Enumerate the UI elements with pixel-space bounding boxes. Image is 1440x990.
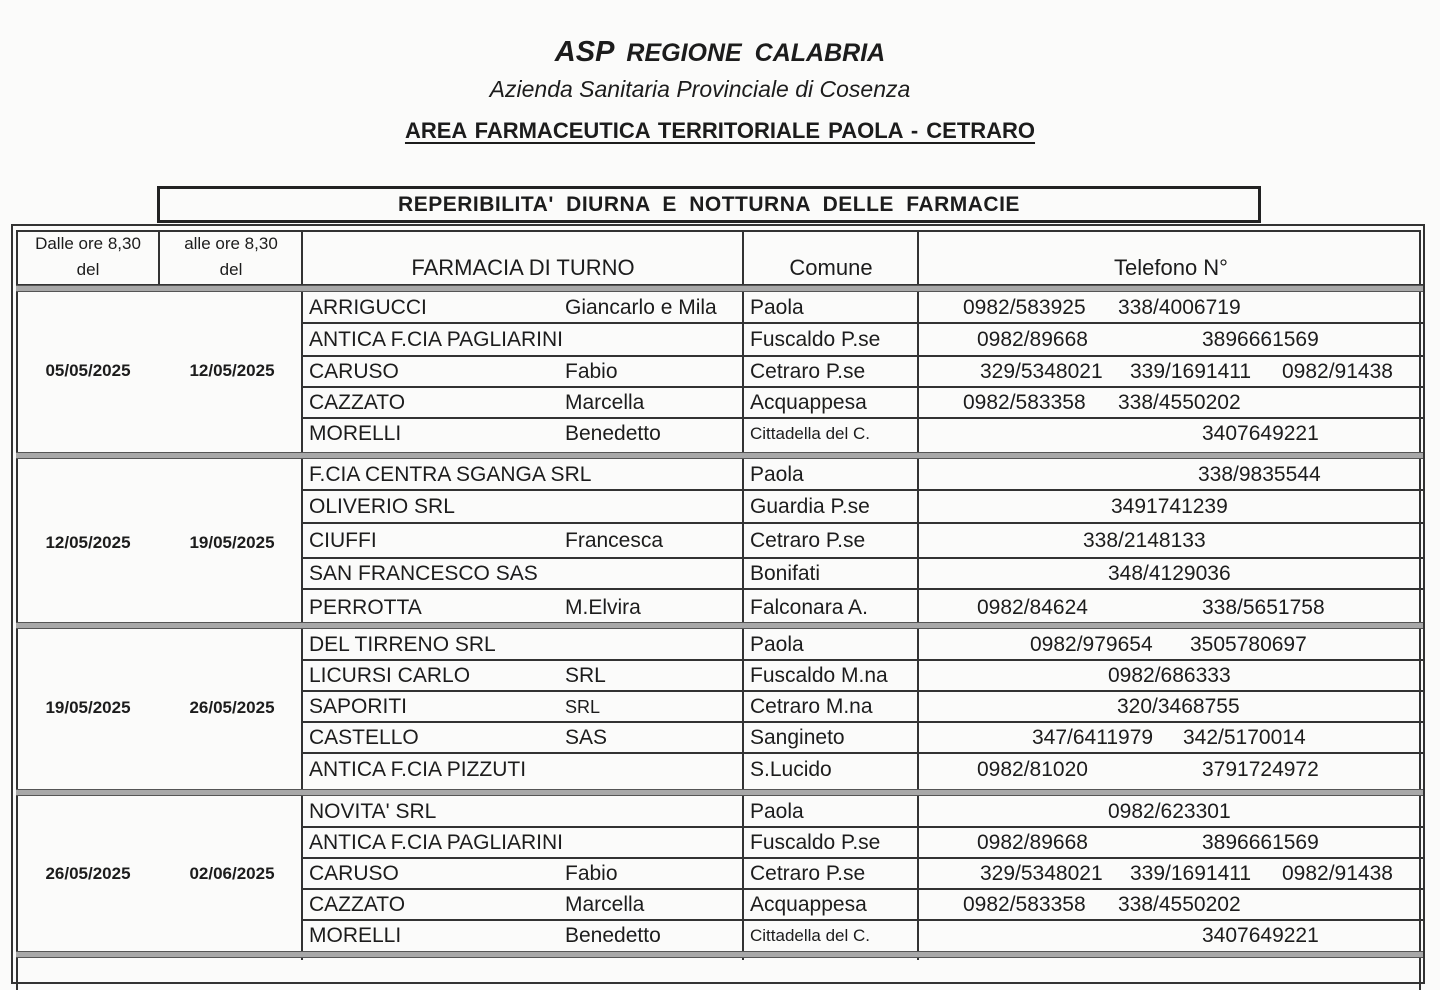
pharmacy-owner: Benedetto: [565, 923, 661, 947]
row-divider: [303, 659, 1423, 661]
phone-number: 0982/84624: [977, 595, 1088, 619]
pharmacy-owner: SRL: [565, 696, 601, 717]
date-to: 19/05/2025: [189, 532, 275, 552]
pharmacy-name: CASTELLO: [309, 725, 419, 749]
pharmacy-owner: Marcella: [565, 892, 645, 916]
group-separator: [16, 452, 1423, 459]
pharmacy-owner: M.Elvira: [565, 595, 641, 619]
phone-number: 329/5348021: [980, 359, 1103, 383]
phone-number: 338/4550202: [1118, 892, 1241, 916]
phone-number: 3407649221: [1202, 422, 1319, 445]
col-header-from-line1: Dalle ore 8,30: [35, 234, 141, 253]
phone-number: 3407649221: [1202, 923, 1319, 947]
phone-number: 338/4006719: [1118, 295, 1241, 319]
row-divider: [303, 690, 1423, 692]
phone-number: 0982/623301: [1108, 799, 1231, 823]
pharmacy-comune: Guardia P.se: [750, 494, 870, 518]
phone-number: 320/3468755: [1117, 694, 1240, 718]
date-to: 02/06/2025: [189, 863, 275, 883]
pharmacy-name: NOVITA' SRL: [309, 799, 437, 823]
row-divider: [303, 386, 1423, 388]
pharmacy-name: LICURSI CARLO: [309, 663, 471, 687]
row-divider: [303, 888, 1423, 890]
phone-number: 0982/583925: [963, 295, 1086, 319]
pharmacy-name: SAPORITI: [309, 694, 408, 718]
col-header-from: [18, 230, 158, 286]
pharmacy-name: MORELLI: [309, 422, 402, 445]
pharmacy-name: CIUFFI: [309, 528, 377, 552]
phone-number: 347/6411979: [1032, 725, 1154, 749]
pharmacy-comune: S.Lucido: [750, 757, 832, 781]
date-from: 26/05/2025: [45, 863, 131, 883]
phone-number: 0982/89668: [977, 830, 1088, 854]
group-separator: [16, 285, 1423, 292]
pharmacy-name: CARUSO: [309, 359, 399, 383]
phone-number: 329/5348021: [980, 861, 1103, 885]
col-header-telefono: Telefono N°: [1114, 255, 1228, 280]
pharmacy-owner: Fabio: [565, 359, 618, 383]
phone-number: 342/5170014: [1183, 725, 1306, 749]
row-divider: [303, 919, 1423, 921]
phone-number: 338/5651758: [1202, 595, 1325, 619]
date-from: 05/05/2025: [45, 361, 131, 380]
pharmacy-comune: Cittadella del C.: [750, 925, 871, 945]
phone-number: 338/4550202: [1118, 390, 1241, 414]
pharmacy-name: MORELLI: [309, 923, 402, 947]
pharmacy-owner: SAS: [565, 725, 608, 749]
pharmacy-name: ANTICA F.CIA PIZZUTI: [309, 757, 527, 781]
pharmacy-name: OLIVERIO SRL: [309, 494, 455, 518]
row-divider: [303, 355, 1423, 357]
pharmacy-name: SAN FRANCESCO SAS: [309, 561, 538, 585]
pharmacy-comune: Sangineto: [750, 725, 845, 749]
pharmacy-comune: Fuscaldo P.se: [750, 830, 881, 854]
pharmacy-comune: Paola: [750, 462, 804, 486]
pharmacy-name: CARUSO: [309, 861, 399, 885]
pharmacy-comune: Cetraro M.na: [750, 694, 873, 718]
pharmacy-name: DEL TIRRENO SRL: [309, 632, 496, 656]
document-title: REPERIBILITA' DIURNA E NOTTURNA DELLE FARMACIE: [157, 186, 1261, 223]
pharmacy-owner: Francesca: [565, 528, 664, 552]
pharmacy-owner: Benedetto: [565, 422, 661, 445]
pharmacy-comune: Cetraro P.se: [750, 861, 866, 885]
pharmacy-name: ANTICA F.CIA PAGLIARINI: [309, 830, 564, 854]
pharmacy-comune: Cittadella del C.: [750, 424, 871, 443]
column-divider: [917, 230, 919, 960]
phone-number: 3791724972: [1202, 757, 1319, 781]
row-divider: [303, 322, 1423, 324]
pharmacy-comune: Fuscaldo P.se: [750, 327, 881, 351]
col-header-pharmacy: FARMACIA DI TURNO: [411, 255, 635, 280]
group-separator: [16, 789, 1423, 796]
col-header-comune: Comune: [789, 255, 873, 280]
phone-number: 339/1691411: [1130, 359, 1252, 383]
row-divider: [303, 752, 1423, 754]
pharmacy-comune: Acquappesa: [750, 892, 867, 916]
date-from: 19/05/2025: [45, 697, 131, 717]
pharmacy-comune: Paola: [750, 632, 804, 656]
asp-heading: [0, 36, 1440, 69]
pharmacy-name: ARRIGUCCI: [309, 295, 427, 319]
phone-number: 3896661569: [1202, 327, 1319, 351]
column-divider: [301, 230, 303, 960]
row-divider: [303, 557, 1423, 559]
row-divider: [303, 857, 1423, 859]
phone-number: 348/4129036: [1108, 561, 1231, 585]
pharmacy-name: F.CIA CENTRA SGANGA SRL: [309, 462, 592, 486]
phone-number: 0982/686333: [1108, 663, 1231, 687]
column-divider: [158, 230, 160, 292]
pharmacy-owner: Fabio: [565, 861, 618, 885]
pharmacy-comune: Cetraro P.se: [750, 528, 866, 552]
phone-number: 3491741239: [1111, 494, 1228, 518]
pharmacy-name: ANTICA F.CIA PAGLIARINI: [309, 327, 564, 351]
pharmacy-comune: Falconara A.: [750, 595, 868, 619]
pharmacy-comune: Bonifati: [750, 561, 821, 585]
col-header-to: [160, 230, 302, 286]
row-divider: [303, 522, 1423, 524]
row-divider: [303, 721, 1423, 723]
phone-number: 0982/89668: [977, 327, 1088, 351]
pharmacy-name: CAZZATO: [309, 390, 406, 414]
azienda-subtitle: Azienda Sanitaria Provinciale di Cosenza: [489, 76, 911, 102]
pharmacy-comune: Cetraro P.se: [750, 359, 866, 383]
pharmacy-name: CAZZATO: [309, 892, 406, 916]
phone-number: 3505780697: [1190, 632, 1307, 656]
area-title: AREA FARMACEUTICA TERRITORIALE PAOLA - CETRARO: [404, 118, 1036, 143]
pharmacy-comune: Paola: [750, 799, 804, 823]
phone-number: 0982/583358: [963, 390, 1086, 414]
date-to: 26/05/2025: [189, 697, 275, 717]
row-divider: [303, 826, 1423, 828]
region-label: REGIONE CALABRIA: [626, 39, 886, 67]
col-header-to-line1: alle ore 8,30: [184, 234, 278, 253]
date-to: 12/05/2025: [189, 361, 275, 380]
pharmacy-comune: Paola: [750, 295, 804, 319]
date-from: 12/05/2025: [45, 532, 131, 552]
phone-number: 338/9835544: [1198, 462, 1321, 486]
row-divider: [303, 588, 1423, 590]
pharmacy-comune: Fuscaldo M.na: [750, 663, 888, 687]
col-header-from-line2: del: [76, 260, 100, 279]
row-divider: [303, 489, 1423, 491]
column-divider: [742, 230, 744, 960]
group-separator: [16, 622, 1423, 629]
phone-number: 0982/81020: [977, 757, 1088, 781]
phone-number: 3896661569: [1202, 830, 1319, 854]
col-header-to-line2: del: [219, 260, 243, 279]
phone-number: 0982/91438: [1282, 861, 1393, 885]
group-separator: [16, 951, 1423, 958]
phone-number: 339/1691411: [1130, 861, 1252, 885]
pharmacy-name: PERROTTA: [309, 595, 422, 619]
phone-number: 0982/583358: [963, 892, 1086, 916]
pharmacy-owner: Giancarlo e Mila: [565, 295, 717, 319]
row-divider: [303, 417, 1423, 419]
phone-number: 0982/91438: [1282, 359, 1393, 383]
pharmacy-owner: Marcella: [565, 390, 645, 414]
pharmacy-comune: Acquappesa: [750, 390, 867, 414]
phone-number: 338/2148133: [1083, 528, 1206, 552]
asp-label: ASP: [554, 36, 615, 68]
pharmacy-owner: SRL: [565, 663, 606, 687]
phone-number: 0982/979654: [1030, 632, 1153, 656]
